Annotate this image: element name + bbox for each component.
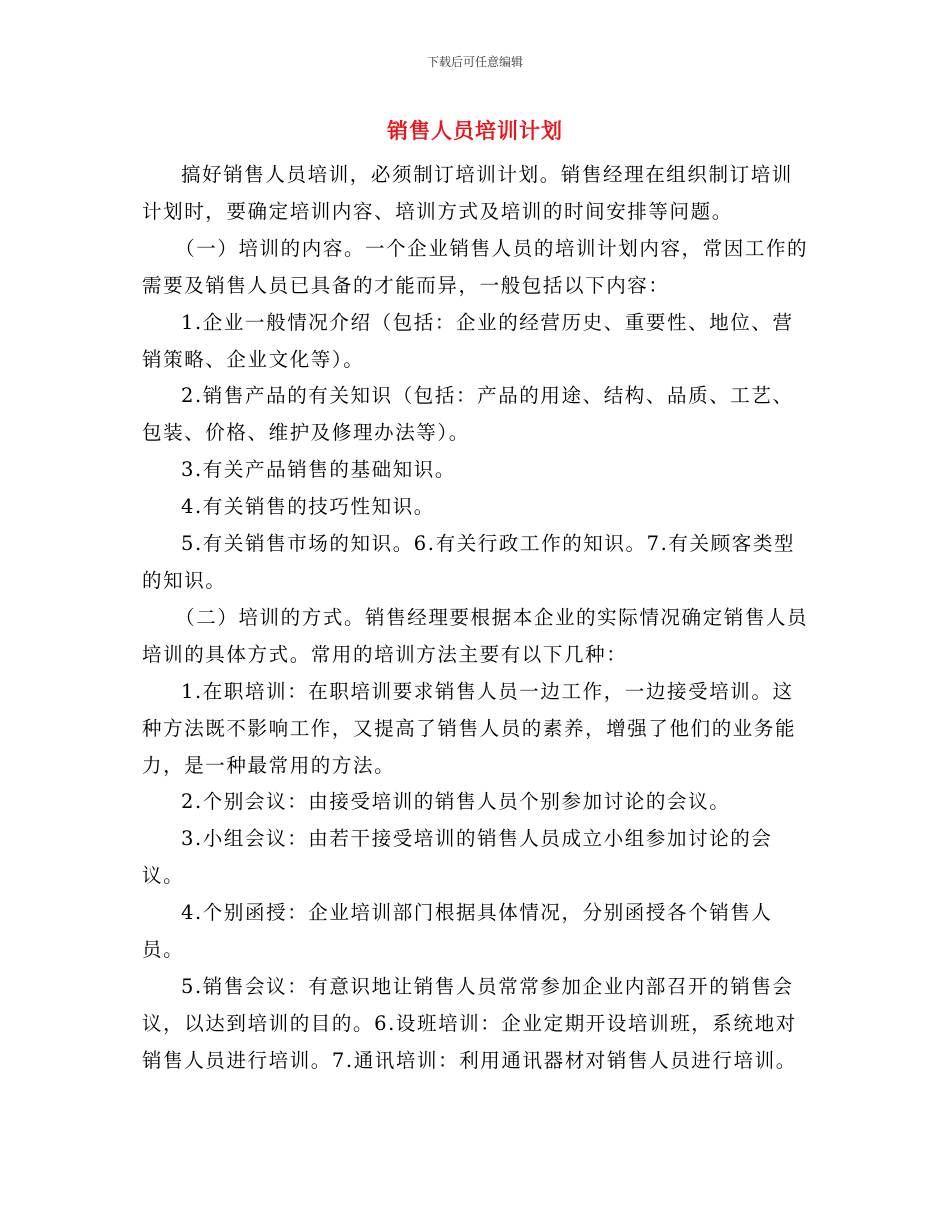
paragraph-item: 4.个别函授：企业培训部门根据具体情况，分别函授各个销售人员。: [142, 901, 773, 962]
paragraph-item: 4.有关销售的技巧性知识。: [181, 495, 435, 519]
document-title: 销售人员培训计划: [387, 119, 563, 143]
paragraph-item: 2.销售产品的有关知识（包括：产品的用途、结构、品质、工艺、包装、价格、维护及修理办法等）。: [142, 384, 794, 445]
paragraph-item: 5.销售会议：有意识地让销售人员常常参加企业内部召开的销售会议，以达到培训的目的。6.设班培训：企业定期开设培训班，系统地对销售人员进行培训。7.通讯培训：利用通讯器材对销售人员进行培训。: [142, 974, 797, 1072]
paragraph-item: 5.有关销售市场的知识。6.有关行政工作的知识。7.有关顾客类型的知识。: [142, 532, 796, 592]
document-body: [142, 157, 812, 1080]
paragraph-item: 3.小组会议：由若干接受培训的销售人员成立小组参加讨论的会议。: [142, 827, 773, 888]
paragraph-intro: 搞好销售人员培训，必须制订培训计划。销售经理在组织制订培训计划时，要确定培训内容、培训方式及培训的时间安排等问题。: [142, 163, 793, 223]
page-header: 下载后可任意编辑: [426, 55, 523, 69]
paragraph-item: 2.个别会议：由接受培训的销售人员个别参加讨论的会议。: [181, 790, 731, 814]
paragraph-item: 1.企业一般情况介绍（包括：企业的经营历史、重要性、地位、营销策略、企业文化等）。: [142, 310, 794, 371]
paragraph-item: 3.有关产品销售的基础知识。: [181, 458, 457, 482]
paragraph-section-method: （二）培训的方式。销售经理要根据本企业的实际情况确定销售人员培训的具体方式。常用的培训方法主要有以下几种：: [142, 605, 809, 666]
paragraph-item: 1.在职培训：在职培训要求销售人员一边工作，一边接受培训。这种方法既不影响工作，又提高了销售人员的素养，增强了他们的业务能力，是一种最常用的方法。: [142, 679, 797, 777]
paragraph-section-content: （一）培训的内容。一个企业销售人员的培训计划内容，常因工作的需要及销售人员已具备的才能而异，一般包括以下内容：: [142, 236, 809, 297]
